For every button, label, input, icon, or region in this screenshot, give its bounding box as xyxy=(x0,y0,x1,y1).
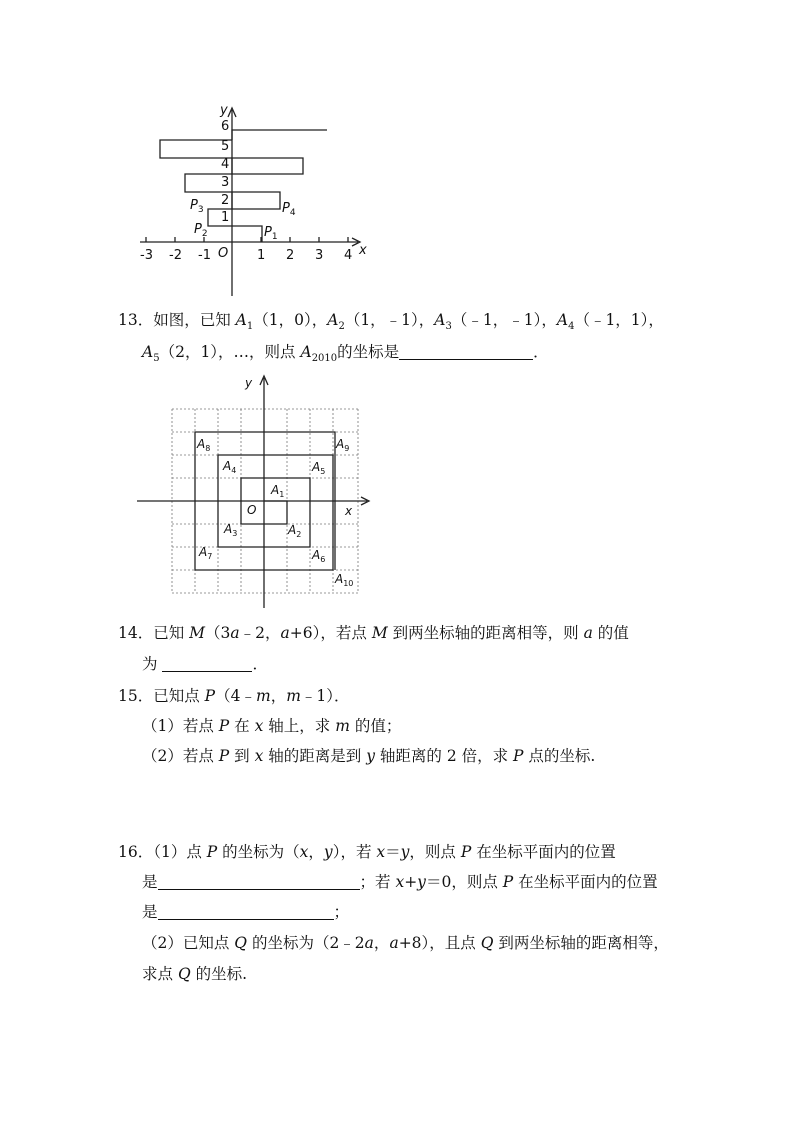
x-tick-label: 1 xyxy=(257,248,266,263)
y-axis-label: y xyxy=(220,103,228,118)
label-a3: $A_3$ xyxy=(224,522,238,538)
label-a5: $A_5$ xyxy=(312,460,326,476)
label-a1: $A_1$ xyxy=(271,483,285,499)
q14-line-2: 为 ． xyxy=(142,655,268,673)
q13-line-2: $A_5(2$，1），…，则点 $A_{2010}$的坐标是 ． xyxy=(142,343,549,364)
origin-label: O xyxy=(218,246,229,261)
x-tick-label: 4 xyxy=(344,248,353,263)
point-label-p2: $P_2$ xyxy=(194,222,208,239)
q16-line-1: 16．（1）点 P 的坐标为（x，y），若 x＝y，则点 P 在坐标平面内的位置 xyxy=(118,843,616,861)
q16-line-4: （2）已知点 Q 的坐标为（2﹣2a，a+8），且点 Q 到两坐标轴的距离相等， xyxy=(142,934,669,952)
q14-line-1: 14．已知 M（3a﹣2，a+6），若点 M 到两坐标轴的距离相等，则 a 的值 xyxy=(118,624,629,642)
x-tick-label: -1 xyxy=(198,248,211,263)
spiral-path xyxy=(160,130,327,242)
x-tick-label: 3 xyxy=(315,248,324,263)
label-a9: $A_9$ xyxy=(336,437,350,453)
point-label-p1: $P_1$ xyxy=(264,225,278,242)
point-label-p3: $P_3$ xyxy=(190,198,204,215)
q13-line-1: 13．如图，已知 $A_1(1$，0），$A_2(1$，﹣1），$A_3(﹣1$，﹣1），$A_4(﹣1$，1）， xyxy=(118,311,664,332)
q15-sub-2: （2）若点 P 到 x 轴的距离是到 y 轴距离的 2 倍，求 P 点的坐标. xyxy=(142,747,596,765)
q16-line-5: 求点 Q 的坐标. xyxy=(142,965,248,983)
answer-blank[interactable] xyxy=(399,343,533,360)
label-a6: $A_6$ xyxy=(312,548,326,564)
y-tick-label: 3 xyxy=(221,175,230,190)
answer-blank[interactable] xyxy=(158,873,360,890)
answer-blank[interactable] xyxy=(158,903,334,920)
q15-sub-1: （1）若点 P 在 x 轴上，求 m 的值； xyxy=(142,717,402,735)
x-axis-label: x xyxy=(345,504,353,518)
y-tick-label: 1 xyxy=(221,210,230,225)
label-a10: $A_{10}$ xyxy=(335,572,354,588)
y-axis-label: y xyxy=(245,376,253,390)
x-tick-label: 2 xyxy=(286,248,295,263)
point-label-p4: $P_4$ xyxy=(282,201,296,218)
q15-line-1: 15．已知点 P（4﹣m，m﹣1）． xyxy=(118,687,350,705)
figure-grid-spiral xyxy=(135,372,375,612)
q16-line-2: 是 ；若 x+y＝0，则点 P 在坐标平面内的位置 xyxy=(142,873,658,891)
figure-spiral-rectangles xyxy=(130,100,380,300)
y-tick-label: 2 xyxy=(221,193,230,208)
y-tick-label: 5 xyxy=(221,139,230,154)
answer-blank[interactable] xyxy=(162,655,252,672)
label-a4: $A_4$ xyxy=(223,459,237,475)
label-a7: $A_7$ xyxy=(199,545,213,561)
x-tick-label: -2 xyxy=(169,248,182,263)
origin-label: O xyxy=(247,503,257,517)
y-tick-label: 6 xyxy=(221,119,230,134)
label-a2: $A_2$ xyxy=(288,523,302,539)
x-tick-label: -3 xyxy=(140,248,153,263)
x-axis-label: x xyxy=(359,243,367,258)
y-tick-label: 4 xyxy=(221,157,230,172)
q16-line-3: 是 ； xyxy=(142,903,350,921)
label-a8: $A_8$ xyxy=(197,437,211,453)
